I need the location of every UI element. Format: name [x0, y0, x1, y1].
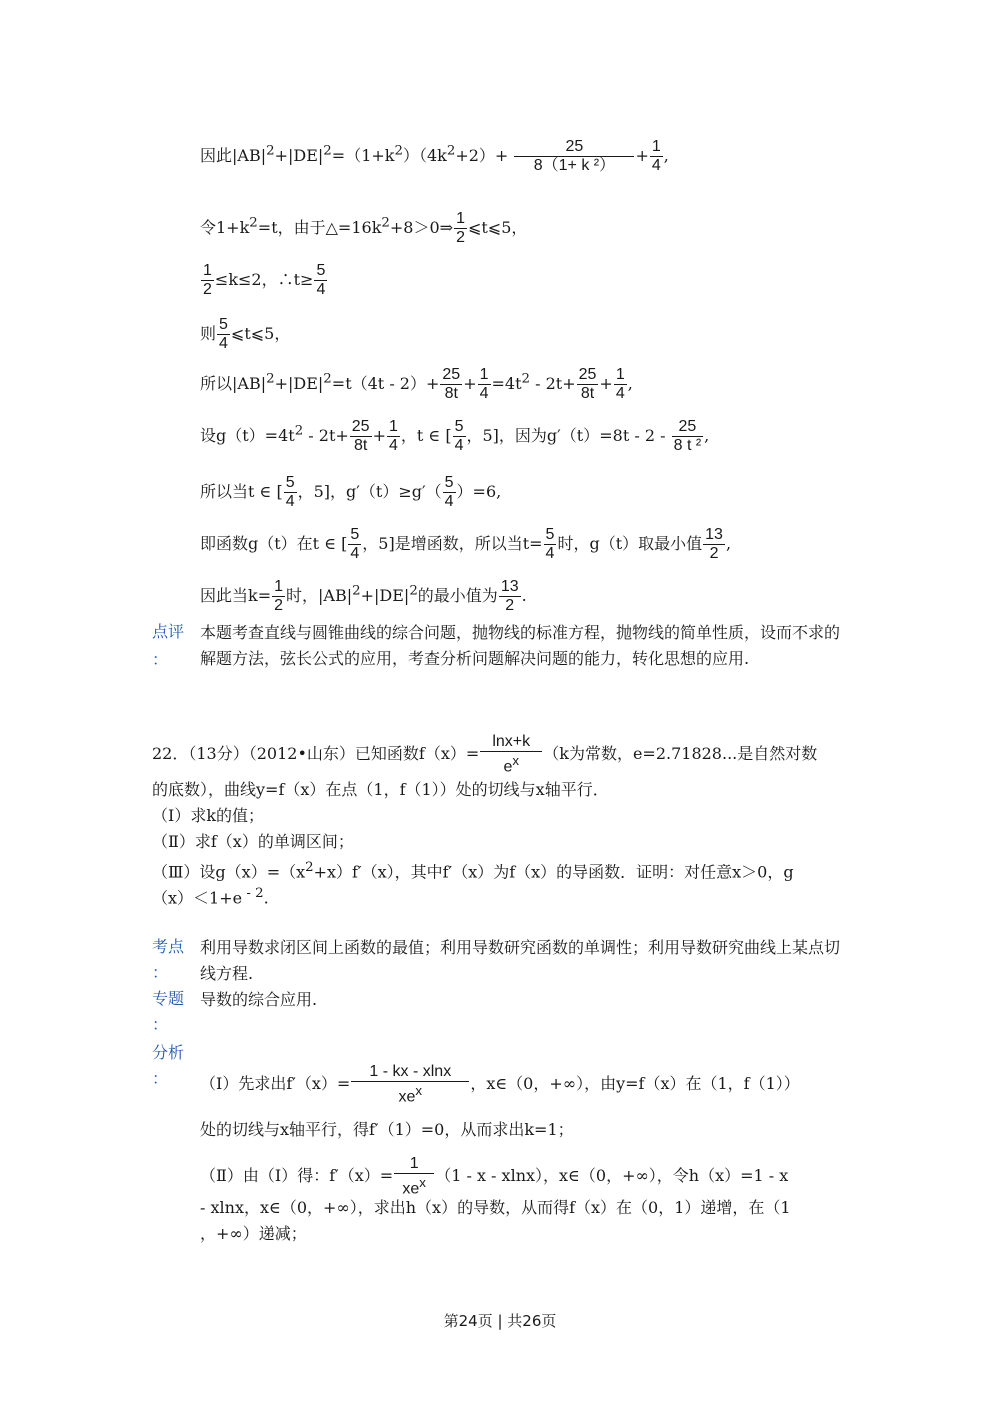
fraction: $\frac{1 - kx - xlnx}{xe^x}$ — [351, 1063, 469, 1106]
fraction: $\frac{5}{4}$ — [350, 526, 360, 562]
problem-q2: （Ⅱ）求f（x）的单调区间； — [152, 832, 354, 851]
fraction: $\frac{5}{4}$ — [545, 526, 555, 562]
problem-line-2: 的底数），曲线y=f（x）在点（1，f（1））处的切线与x轴平行． — [152, 780, 609, 799]
solution-line-7: 所以当t ∈ [ $\frac{5}{4}$ ，5]，g′（t）≥g′（ $\frac{5}{4}$ ）=6, — [200, 474, 502, 510]
fraction: $\frac{1}{2}$ — [456, 210, 465, 246]
fraction: $\frac{5}{4}$ — [454, 418, 464, 454]
kaodian-text: 利用导数求闭区间上函数的最值；利用导数研究函数的单调性；利用导数研究曲线上某点切线方程. — [200, 938, 841, 983]
fenxi-line-4: - xlnx，x∈（0，+∞），求出h（x）的导数，从而得f（x）在（0，1）递增，在（1 — [200, 1198, 791, 1217]
fraction: $\frac{13}{2}$ — [705, 526, 723, 562]
kaodian-label: 考点 — [152, 937, 185, 956]
solution-line-3: $\frac{1}{2}$ ≤k≤2，∴t≥ $\frac{5}{4}$ — [203, 262, 326, 298]
comment-label: 点评 — [152, 622, 185, 641]
zhuanti-text: 导数的综合应用. — [200, 990, 318, 1009]
solution-line-2: 令$1+k^2=t$，由于$\triangle=16k^2+8>0\Rightarrow$ $\frac{1}{2}$ ⩽t⩽5， — [200, 210, 528, 246]
fraction: $\frac{25}{\text{8（1+ k ²）}}$ — [514, 138, 634, 175]
fraction: $\frac{1}{4}$ — [388, 418, 398, 454]
comment-text: 本题考查直线与圆锥曲线的综合问题，抛物线的标准方程，抛物线的简单性质，设而不求的解题方法，弦长公式的应用，考查分析问题解决问题的能力，转化思想的应用. — [200, 623, 841, 668]
fraction: $\frac{5}{4}$ — [316, 262, 326, 298]
fraction: $\frac{13}{2}$ — [500, 578, 519, 614]
fraction: $\frac{5}{4}$ — [285, 474, 295, 510]
fenxi-label: 分析 — [152, 1043, 185, 1062]
solution-line-8: 即函数g（t）在t ∈ [ $\frac{5}{4}$ ，5]是增函数，所以当t= $\frac{5}{4}$ 时，g（t）取最小值 $\frac{13}{2}$ , — [200, 526, 732, 562]
fraction: $\frac{25}{\text{8 t ²}}$ — [673, 418, 702, 454]
kaodian-colon: ： — [152, 963, 169, 982]
solution-line-1: 因此$|AB|^2+|DE|^2=(1+k^2)(4k^2+2)+$ $\frac{25}{\text{8（1+ k ²）}}$ + $\frac{1}{4}$ , — [200, 138, 669, 174]
fraction: $\frac{25}{8t}$ — [351, 418, 370, 454]
problem-q3-cont: （x）＜1+e $^{- 2}$. — [152, 886, 269, 908]
fenxi-colon: ： — [152, 1069, 169, 1088]
page-footer: 第24页 | 共26页 — [443, 1312, 557, 1330]
fraction: $\frac{1}{2}$ — [274, 578, 284, 614]
fraction: $\frac{5}{4}$ — [219, 316, 228, 352]
fraction: $\frac{1}{2}$ — [203, 262, 212, 298]
problem-q3: （Ⅲ）设$g(x)=(x^2+x)f'(x)$，其中f′（x）为f（x）的导函数．证明：对任意x＞0，g — [152, 860, 794, 882]
fraction: $\frac{5}{4}$ — [444, 474, 454, 510]
solution-line-5: 所以$|AB|^2+|DE|^2=t(4t - 2)+$ $\frac{25}{8t}$ + $\frac{1}{4}$ $=4t^2 - 2t+$ $\frac{25}{8t}$ + $\frac{1}{4}$ , — [200, 366, 633, 402]
fraction: $\frac{1}{4}$ — [479, 366, 489, 402]
solution-line-9: 因此当k= $\frac{1}{2}$ 时，$|AB|^2+|DE|^2$的最小值为 $\frac{13}{2}$ . — [200, 578, 527, 614]
fraction: $\frac{25}{8t}$ — [442, 366, 461, 402]
problem-line-1: 22．（13分）（2012•山东）已知函数f（x）= $\frac{\ln x+k}{e^x}$ （k为常数，e=2.71828...是自然对数 — [152, 733, 818, 776]
problem-q1: （Ⅰ）求k的值； — [152, 806, 265, 825]
comment-colon: ： — [152, 650, 169, 669]
zhuanti-label: 专题 — [152, 989, 185, 1008]
fraction: $\frac{25}{8t}$ — [578, 366, 597, 402]
fenxi-line-3: （Ⅱ）由（Ⅰ）得：f′（x）= $\frac{1}{xe^x}$ （1 - x - xlnx），x∈（0，+∞），令h（x）=1 - x — [200, 1155, 789, 1198]
fraction: $\frac{1}{4}$ — [615, 366, 625, 402]
fenxi-line-2: 处的切线与x轴平行，得f′（1）=0，从而求出k=1； — [200, 1120, 574, 1139]
solution-line-4: 则 $\frac{5}{4}$ ⩽t⩽5， — [200, 316, 291, 352]
solution-line-6: 设$g(t)=4t^2 - 2t+$ $\frac{25}{8t}$ + $\frac{1}{4}$ ，t ∈ [ $\frac{5}{4}$ ，5]，因为g′（t）=8t - 2 - $\frac{25}{\text{8 t ²}}$ , — [200, 418, 710, 454]
fraction: $\frac{1}{4}$ — [651, 138, 661, 174]
fenxi-line-5: ，+∞）递减； — [200, 1224, 307, 1243]
zhuanti-colon: ： — [152, 1015, 169, 1034]
fraction: $\frac{1}{xe^x}$ — [394, 1155, 434, 1198]
fraction: $\frac{\ln x+k}{e^x}$ — [480, 733, 542, 776]
fenxi-line-1: （Ⅰ）先求出f′（x）= $\frac{1 - kx - xlnx}{xe^x}$ ，x∈（0，+∞），由y=f（x）在（1，f（1）） — [200, 1063, 800, 1106]
